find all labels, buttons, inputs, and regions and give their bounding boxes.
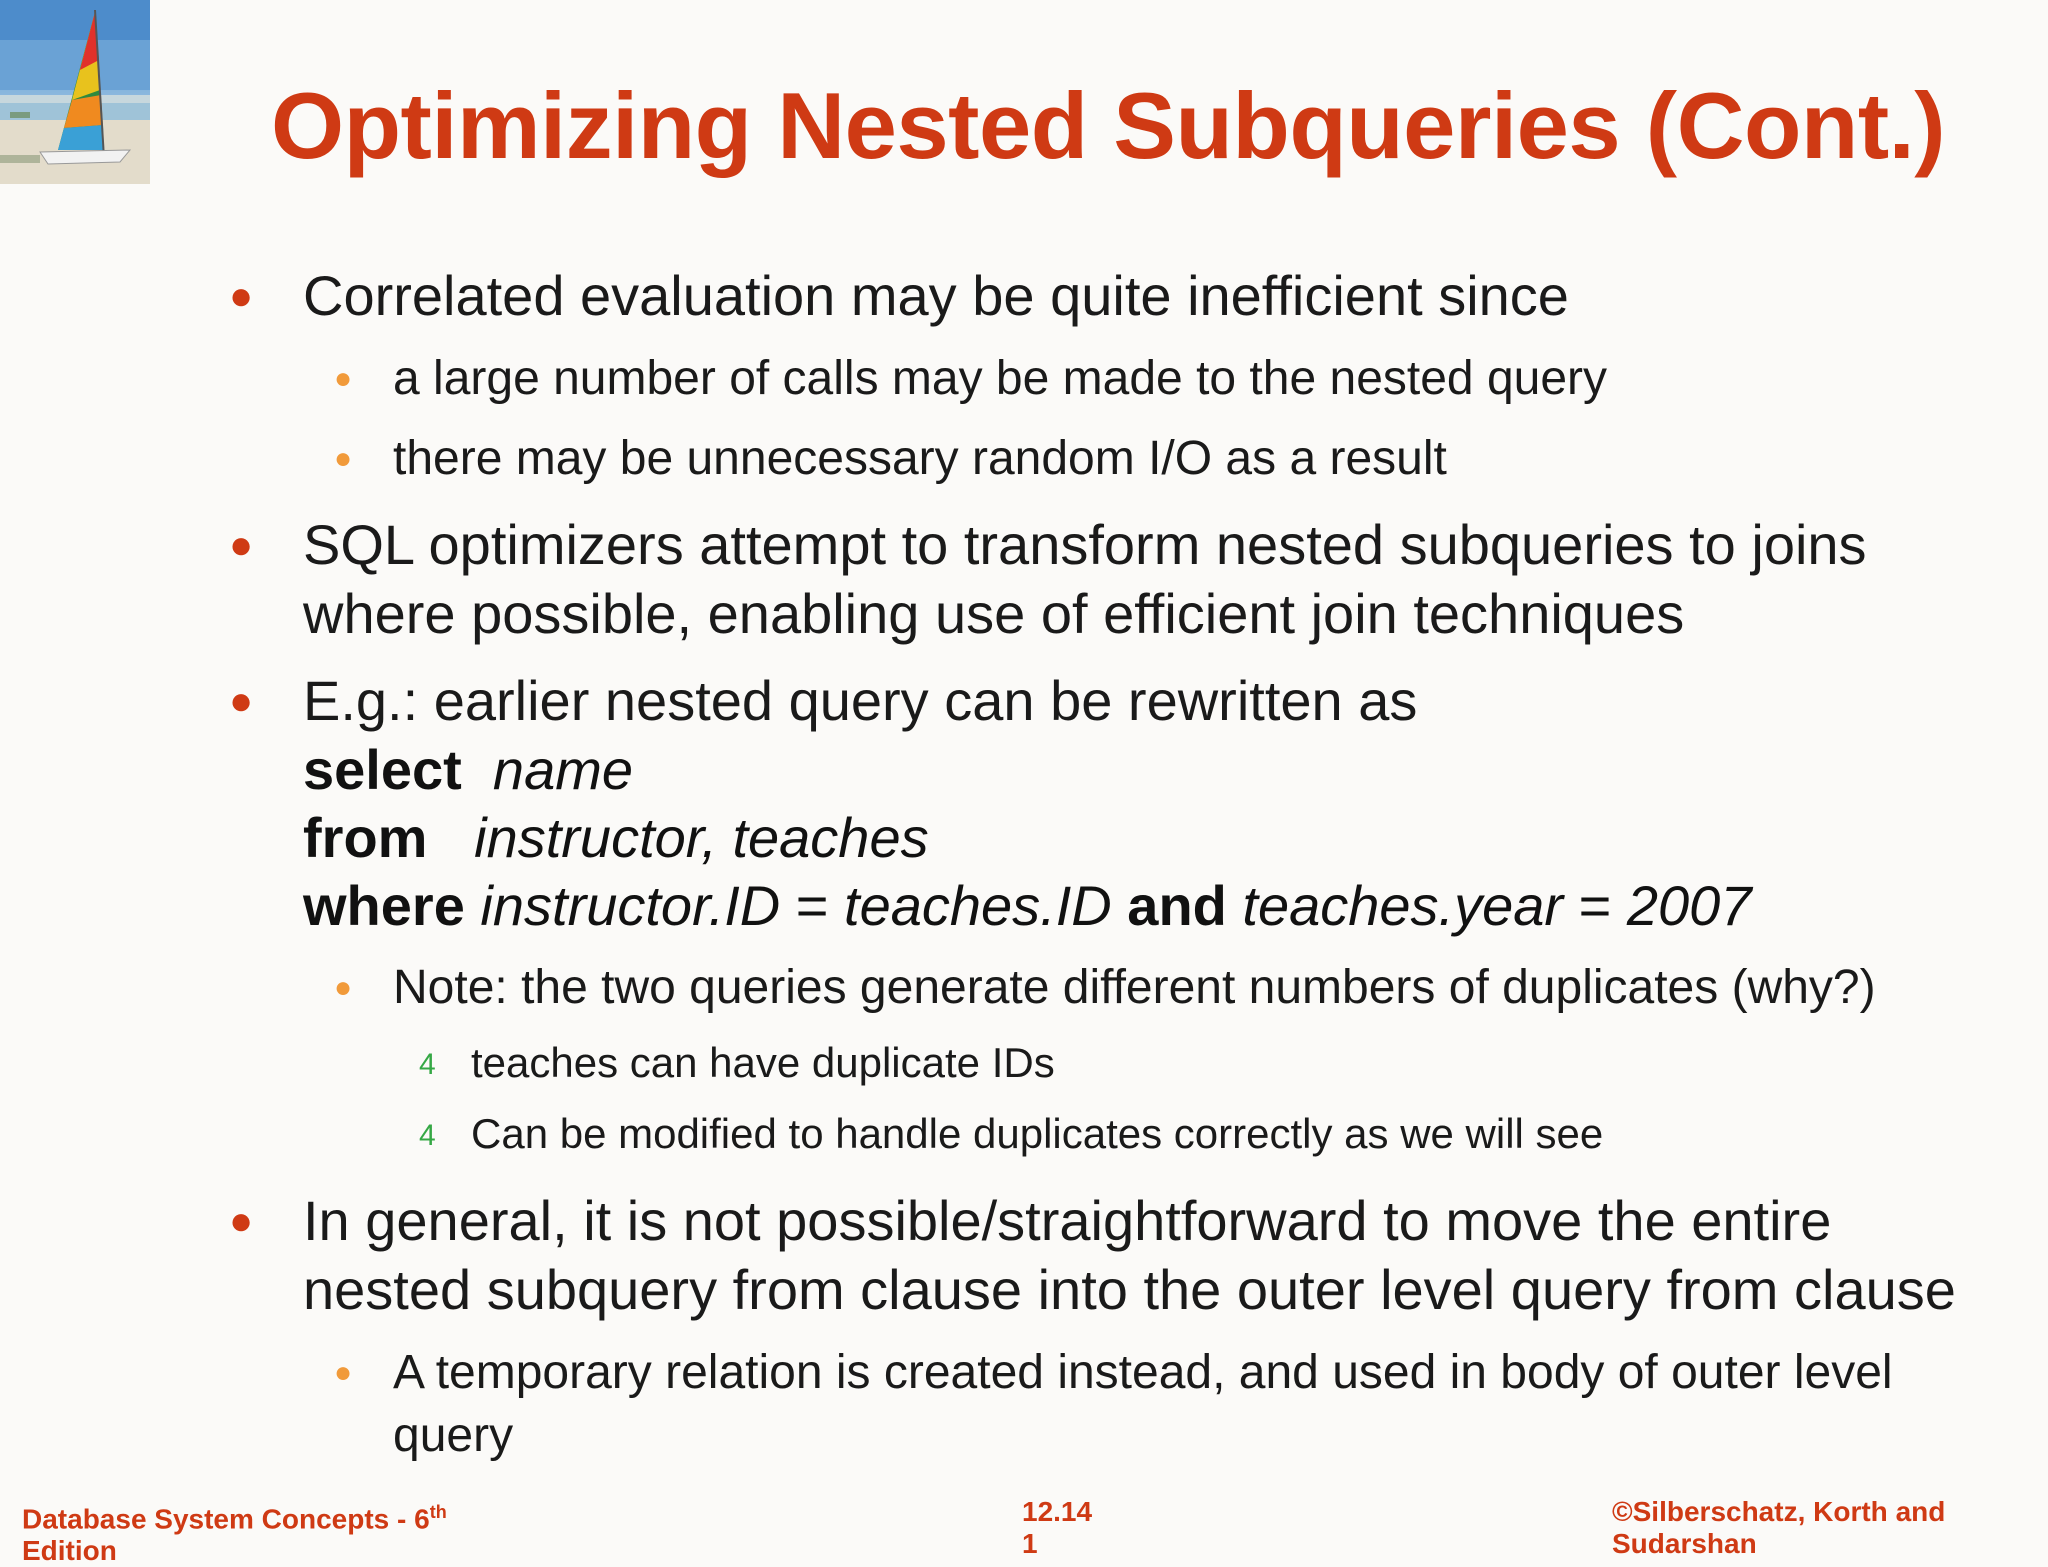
footer-book-title: Database System Concepts - 6th Edition: [22, 1502, 447, 1567]
bullet-text: SQL optimizers attempt to transform nested subqueries to joins: [303, 513, 1867, 576]
bullet-text-continuation: [303, 1256, 1956, 1324]
bullet-text: E.g.: earlier nested query can be rewritten as: [303, 669, 1418, 732]
sql-value: 2007: [1626, 874, 1752, 937]
sql-condition: teaches.ID: [844, 874, 1112, 937]
sub-sub-bullet-text: teaches can have duplicate IDs: [471, 1039, 1055, 1086]
footer-slide-number: 12.14 1: [1022, 1496, 1093, 1559]
sub-bullet-item: [334, 347, 1608, 411]
sub-bullet-text: a large number of calls may be made to the nested query: [393, 352, 1608, 405]
sql-from-line: [303, 804, 929, 872]
sub-sub-bullet-text: Can be modified to handle duplicates correctly as we will see: [471, 1110, 1604, 1157]
sql-operator: =: [780, 874, 845, 937]
footer-copyright: ©Silberschatz, Korth and Sudarshan: [1612, 1496, 1946, 1559]
sub-bullet-item: [334, 1341, 1893, 1405]
slide-title: Optimizing Nested Subqueries (Cont.): [271, 73, 1946, 178]
bullet-dot-icon: ●: [229, 523, 254, 567]
bullet-text: where possible, enabling use of efficient join techniques: [303, 582, 1685, 645]
sub-bullet-dot-icon: ●: [334, 362, 353, 395]
sub-bullet-text: there may be unnecessary random I/O as a result: [393, 432, 1447, 485]
sql-condition: teaches.year: [1242, 874, 1564, 937]
sql-relations: instructor, teaches: [474, 806, 929, 869]
sql-attribute: name: [492, 738, 634, 801]
sub-bullet-dot-icon: ●: [334, 1356, 353, 1389]
sql-keyword: select: [303, 738, 462, 801]
bullet-item: [229, 1187, 1832, 1255]
sql-keyword: from: [303, 806, 428, 869]
bullet-item: [229, 511, 1867, 579]
checkmark-bullet-icon: 4: [419, 1119, 436, 1152]
sub-sub-bullet-item: [419, 1105, 1604, 1163]
sub-bullet-text-continuation: [393, 1404, 513, 1468]
checkmark-bullet-icon: 4: [419, 1048, 436, 1081]
bullet-dot-icon: ●: [229, 1199, 254, 1243]
bullet-dot-icon: ●: [229, 274, 254, 318]
sql-keyword: and: [1127, 874, 1227, 937]
sql-keyword: where: [303, 874, 465, 937]
bullet-item: [229, 667, 1418, 735]
bullet-dot-icon: ●: [229, 679, 254, 723]
sub-bullet-text: query: [393, 1409, 514, 1462]
bullet-text: In general, it is not possible/straightforward to move the entire: [303, 1189, 1832, 1252]
sub-bullet-item: [334, 427, 1447, 491]
bullet-text: Correlated evaluation may be quite inefficient since: [303, 264, 1569, 327]
footer: [0, 1496, 2048, 1567]
sql-operator: =: [1563, 874, 1627, 937]
sub-bullet-text: A temporary relation is created instead, and used in body of outer level: [393, 1346, 1893, 1399]
bullet-item: [229, 262, 1569, 330]
sub-bullet-dot-icon: ●: [334, 442, 353, 475]
sub-sub-bullet-item: [419, 1034, 1055, 1092]
sub-bullet-dot-icon: ●: [334, 971, 353, 1004]
bullet-text: nested subquery from clause into the outer level query from clause: [303, 1258, 1956, 1321]
sub-bullet-text: Note: the two queries generate different numbers of duplicates (why?): [393, 961, 1876, 1014]
sql-where-line: [303, 872, 1751, 940]
sub-bullet-item: [334, 956, 1876, 1020]
sql-condition: instructor.ID: [480, 874, 781, 937]
sql-select-line: [303, 736, 633, 804]
bullet-text-continuation: [303, 580, 1684, 648]
